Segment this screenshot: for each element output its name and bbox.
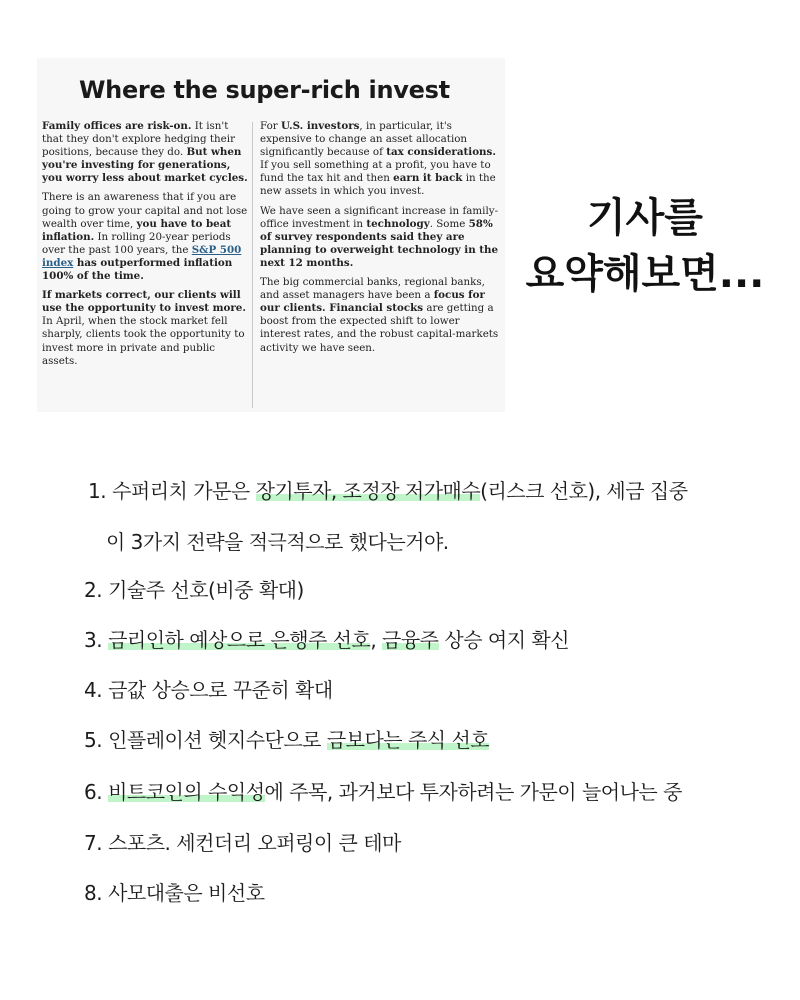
item-text: 사모대출은 비선호 [108, 881, 265, 905]
body-text: There is an awareness that if you are going to grow your capital and not lose wealth over time, [42, 191, 248, 230]
bold-text: But when you're investing for generations, you worry less about market cycles. [42, 146, 248, 185]
highlighted-text: 금융주 [382, 628, 439, 652]
bold-text: 58% of survey respondents said they are planning to overweight technology in the next 12 months. [260, 217, 499, 269]
body-text: We have seen a significant increase in family-office investment in [260, 204, 499, 230]
bold-text: you have to beat inflation. [42, 217, 232, 243]
highlighted-text: 금리인하 예상으로 은행주 선호 [108, 628, 371, 652]
item-text: 인플레이션 헷지수단으로 [108, 728, 327, 752]
body-text: In April, when the stock market fell sharply, clients took the opportunity to invest more in private and public assets. [42, 315, 245, 367]
bold-text: earn it back [393, 172, 463, 185]
summary-item-8 [84, 877, 265, 906]
item-number: 5. [84, 728, 103, 752]
summary-item-3 [84, 624, 569, 653]
article-headline: Where the super-rich invest [79, 76, 450, 104]
item-text: , [370, 628, 383, 652]
body-text: in the new assets in which you invest. [260, 172, 496, 198]
sp500-index-link[interactable]: S&P 500 index [42, 243, 242, 269]
summary-item-1-continued: 이 3가지 전략을 적극적으로 했다는거야. [106, 530, 449, 554]
body-text: are getting a boost from the expected shift to lower interest rates, and the robust capital-markets activity we have seen. [260, 302, 499, 354]
bold-text: technology [366, 217, 430, 230]
highlighted-text: 장기투자, 조정장 저가매수 [255, 479, 481, 503]
bold-text: U.S. investors [280, 120, 360, 132]
highlighted-text: 비트코인의 수익성 [108, 780, 265, 804]
body-text: The big commercial banks, regional banks, and asset managers have been a [260, 276, 485, 302]
summary-item-6 [84, 776, 682, 805]
bold-text: focus for our clients. Financial stocks [260, 289, 485, 315]
summary-item-2 [84, 574, 304, 603]
caption-line-1: 기사를 [587, 195, 703, 241]
item-text: 기술주 선호(비중 확대) [108, 578, 304, 602]
highlighted-text: 금보다는 주식 선호 [326, 728, 490, 752]
body-text: If you sell something at a profit, you have to fund the tax hit and then [260, 159, 491, 185]
bold-text: has outperformed inflation 100% of the time. [42, 256, 233, 283]
item-number: 6. [84, 780, 103, 804]
bold-text: Family offices are risk-on. [42, 120, 192, 132]
item-number: 3. [84, 628, 103, 652]
summary-item-5 [84, 724, 489, 753]
item-text: 상승 여지 확신 [438, 628, 570, 652]
bold-text: If markets correct, our clients will use the opportunity to invest more. [42, 289, 246, 315]
body-text: It isn't that they don't explore hedging their positions, because they do. [42, 120, 235, 159]
summary-item-1 [88, 475, 688, 504]
item-text: 스포츠. 세컨더리 오퍼링이 큰 테마 [108, 831, 401, 855]
body-text: For [260, 120, 281, 132]
summary-item-4 [84, 674, 333, 703]
item-number: 2. [84, 578, 103, 602]
item-number: 7. [84, 831, 103, 855]
item-text: 금값 상승으로 꾸준히 확대 [108, 678, 333, 702]
bold-text: tax considerations. [386, 146, 496, 159]
body-text: . Some [429, 217, 469, 230]
body-text: , in particular, it's expensive to change an asset allocation significantly because of [260, 120, 468, 159]
item-text: (리스크 선호), 세금 집중 [480, 479, 688, 503]
body-text: In rolling 20-year periods over the past 100 years, the [42, 230, 231, 256]
item-text: 에 주목, 과거보다 투자하려는 가문이 늘어나는 중 [264, 780, 682, 804]
caption-line-2: 요약해보면... [525, 251, 765, 297]
item-number: 1. [88, 479, 107, 503]
item-text: 수퍼리치 가문은 [112, 479, 256, 503]
item-number: 4. [84, 678, 103, 702]
summary-item-7 [84, 827, 401, 856]
item-number: 8. [84, 881, 103, 905]
